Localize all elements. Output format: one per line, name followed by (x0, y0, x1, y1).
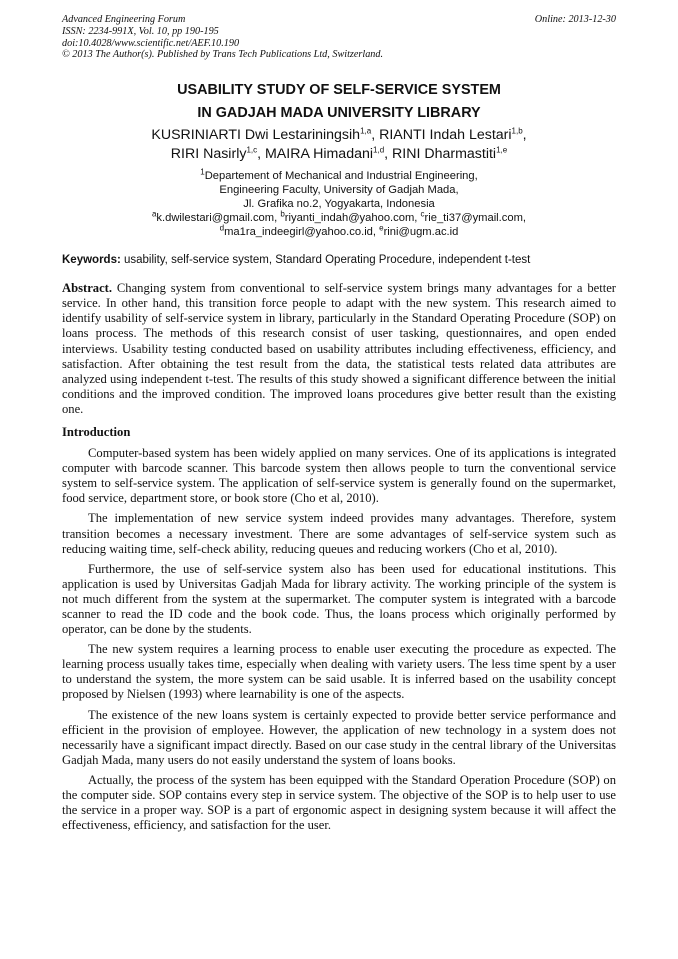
affiliation-line-3: Jl. Grafika no.2, Yogyakarta, Indonesia (243, 198, 435, 211)
author-4: , MAIRA Himadani (257, 145, 374, 162)
journal-issn: ISSN: 2234-991X, Vol. 10, pp 190-195 (62, 25, 219, 37)
affiliation-block (62, 169, 616, 239)
author-line-end: , (522, 127, 527, 144)
journal-header (62, 14, 616, 61)
section-heading: Introduction (62, 425, 131, 440)
author-3: RIRI Nasirly (170, 145, 247, 162)
title-line-2: IN GADJAH MADA UNIVERSITY LIBRARY (197, 105, 481, 122)
paragraph: The implementation of new service system indeed provides many advantages. Therefore, system transition becomes a necessary investment. There are some advantages of self-service system such as reducing waiting time, self-check ability, reducing queues and reducing workers (Cho et al, 2010). (62, 511, 616, 556)
affiliation-line-2: Engineering Faculty, University of Gadjah Mada, (219, 184, 459, 197)
paragraph: The new system requires a learning process to enable user executing the procedure as expected. The learning process usually takes time, especially when dealing with variety users. The less time spent by a user to understand the system, the more system can be said usable. It is inferred based on the usability concept proposed by Nielsen (1993) where learnability is one of the aspects. (62, 642, 616, 702)
paragraph: The existence of the new loans system is certainly expected to provide better service performance and efficient in the provision of employee. However, the application of new technology in a system does not necessarily have a significant impact directly. Based on our case study in the central library of the Universitas Gadjah Mada, many users do not easily understand the system of loans books. (62, 707, 616, 767)
abstract-label: Abstract. (62, 281, 113, 296)
email-a: k.dwilestari@gmail.com, (156, 212, 281, 225)
author-line-2 (62, 145, 616, 164)
abstract-text: Changing system from conventional to self-service system brings many advantages for a better service. In other hand, this transition force people to adapt with the new system. This research aimed to identify usability of self-service system in library, particularly in the Standard Operating Procedure (SOP) on loans process. The methods of this research consist of user tasking, questionnaires, and open ended interviews. Usability testing conducted based on usability attributes including effectiveness, efficiency, and satisfaction. After obtaining the test result from the data, the statistical tests related data attributes are analyzed using independent t-test. The results of this study showed a significant difference between the initial conditions and the improved condition. The improved loans procedures give better result than the existing one. (62, 281, 616, 416)
author-2-affil: 1,b (511, 126, 523, 136)
author-line-1 (62, 126, 616, 145)
paragraph: Furthermore, the use of self-service system also has been used for educational institutions. This application is used by Universitas Gadjah Mada for library activity. The working principle of the system is not much different from the system at the supermarket. The computer system is integrated with a barcode scanner to read the ID code and the book code. Thus, the loans process which originally performed by operator, can be done by the students. (62, 561, 616, 637)
author-4-affil: 1,d (373, 144, 385, 154)
author-2: , RIANTI Indah Lestari (371, 127, 512, 144)
email-marker-a: a (151, 209, 157, 219)
introduction-body (62, 446, 616, 833)
affiliation-line-1 (62, 169, 616, 183)
journal-name: Advanced Engineering Forum (62, 14, 186, 25)
author-5: , RINI Dharmastiti (384, 145, 497, 162)
email-c: rie_ti37@ymail.com, (424, 212, 527, 225)
keywords-label: Keywords: (62, 254, 121, 267)
author-1: KUSRINIARTI Dwi Lestariningsih (151, 127, 361, 144)
email-line-2 (62, 225, 616, 239)
email-marker-b: b (280, 209, 285, 219)
email-d: ma1ra_indeegirl@yahoo.co.id, (224, 226, 380, 239)
keywords (62, 253, 616, 268)
affiliation-dept: Departement of Mechanical and Industrial Engineering, (204, 170, 478, 183)
email-b: riyanti_indah@yahoo.com, (284, 212, 421, 225)
online-date: Online: 2013-12-30 (534, 14, 616, 25)
paragraph: Computer-based system has been widely applied on many services. One of its applications is integrated computer with barcode scanner. This barcode system then allows people to turn the conventional service system to self-service system. The application of self-service system is generally found on the supermarket, food service, department store, or book store (Cho et al, 2010). (62, 446, 616, 506)
author-5-affil: 1,e (496, 144, 508, 154)
author-1-affil: 1,a (360, 126, 372, 136)
journal-doi: doi:10.4028/www.scientific.net/AEF.10.190 (62, 37, 240, 49)
email-e: rini@ugm.ac.id (383, 226, 459, 239)
paragraph: Actually, the process of the system has been equipped with the Standard Operation Procedure (SOP) on the computer side. SOP contains every step in service system. The objective of the SOP is to help user to use the service in a proper way. SOP is a part of ergonomic aspect in designing system because it will affect the effectiveness, efficiency, and satisfaction for the user. (62, 772, 616, 833)
affiliation-marker: 1 (200, 167, 205, 177)
paper-page (62, 14, 616, 833)
email-marker-c: c (420, 209, 425, 219)
email-marker-e: e (379, 223, 384, 233)
keywords-text: usability, self-service system, Standard Operating Procedure, independent t-test (120, 254, 531, 267)
title-line-1: USABILITY STUDY OF SELF-SERVICE SYSTEM (177, 82, 501, 99)
abstract (62, 281, 616, 417)
email-line-1 (62, 211, 616, 225)
email-marker-d: d (219, 223, 225, 233)
journal-copyright: © 2013 The Author(s). Published by Trans Tech Publications Ltd, Switzerland. (62, 49, 384, 61)
paper-title (62, 79, 616, 125)
author-list (62, 126, 616, 163)
author-3-affil: 1,c (246, 144, 258, 154)
